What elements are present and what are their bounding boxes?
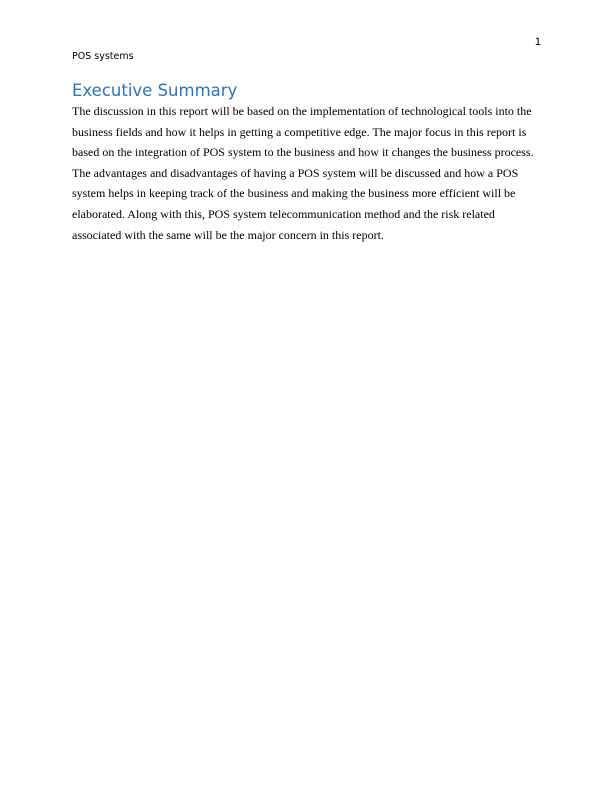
paragraph-line: The discussion in this report will be based on the implementation of technological tools into the — [72, 104, 532, 118]
paragraph-line: system helps in keeping track of the business and making the business more efficient will be — [72, 186, 516, 201]
paragraph-line: The advantages and disadvantages of having a POS system will be discussed and how a POS — [72, 165, 519, 180]
executive-summary-paragraph — [72, 101, 542, 245]
paragraph-line: elaborated. Along with this, POS system telecommunication method and the risk related — [72, 206, 495, 221]
paragraph-line: associated with the same will be the major concern in this report. — [72, 227, 384, 242]
running-header: POS systems — [72, 51, 134, 62]
page-number: 1 — [534, 36, 541, 48]
section-heading: Executive Summary — [72, 81, 238, 100]
paragraph-line: business fields and how it helps in getting a competitive edge. The major focus in this report is — [72, 124, 527, 139]
paragraph-line: based on the integration of POS system to the business and how it changes the business process. — [72, 145, 534, 160]
